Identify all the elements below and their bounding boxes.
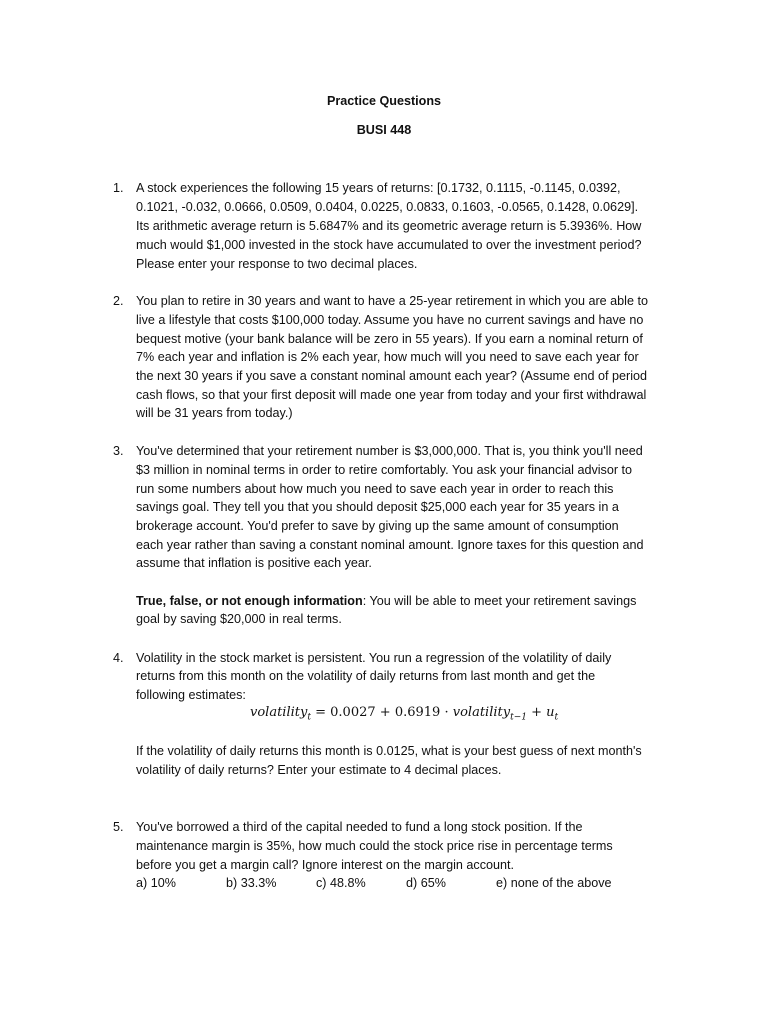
question-text-line: 7% each year and inflation is 2% each year, how much will you need to save each year for [136,350,639,364]
question-text-line: the next 30 years if you save a constant nominal amount each year? (Assume end of period [136,369,648,383]
question-text-line: You plan to retire in 30 years and want to have a 25-year retirement in which you are able to [136,294,648,308]
question-text-line: 0.1021, -0.032, 0.0666, 0.0509, 0.0404, 0.0225, 0.0833, 0.1603, -0.0565, 0.1428, 0.0629]. [136,200,639,214]
true-false-statement: : You will be able to meet your retirement savings [362,594,637,608]
true-false-label: True, false, or not enough information [136,594,363,608]
answer-option-d: d) 65% [406,876,446,890]
question-text-line: each year rather than saving a constant nominal amount. Ignore taxes for this question and [136,538,644,552]
question-text-line: following estimates: [136,688,246,702]
question-text-line: before you get a margin call? Ignore interest on the margin account. [136,858,515,872]
regression-equation [250,705,558,723]
question-text-line: $3 million in nominal terms in order to retire comfortably. You ask your financial advisor to [136,463,633,477]
question-text-line: Volatility in the stock market is persistent. You run a regression of the volatility of daily [136,651,612,665]
question-text-line: maintenance margin is 35%, how much could the stock price rise in percentage terms [136,839,613,853]
question-text-line: will be 31 years from today.) [136,406,293,420]
eq-lhs: volatility [250,705,308,720]
eq-lhs-subscript: t [307,712,311,723]
question-text-line: volatility of daily returns? Enter your estimate to 4 decimal places. [136,763,502,777]
eq-equals: = [310,705,331,720]
question-text-line: run some numbers about how much you need to save each year in order to reach this [136,482,614,496]
question-text-line: If the volatility of daily returns this month is 0.0125, what is your best guess of next month's [136,744,642,758]
question-text-line: cash flows, so that your first deposit will made one year from today and your first withdrawal [136,388,647,402]
question-text-line: You've borrowed a third of the capital needed to fund a long stock position. If the [136,820,583,834]
answer-option-c: c) 48.8% [316,876,366,890]
eq-rhs-variable: volatility [452,705,511,720]
eq-coefficient: 0.6919 [394,705,441,720]
question-text-line: live a lifestyle that costs $100,000 today. Assume you have no current savings and have no [136,313,644,327]
question-number: 4. [113,651,124,665]
true-false-statement-line: goal by saving $20,000 in real terms. [136,612,342,626]
question-text-line: much would $1,000 invested in the stock have accumulated to over the investment period? [136,238,642,252]
question-number: 3. [113,444,124,458]
question-number: 5. [113,820,124,834]
eq-error-subscript: t [554,712,559,723]
question-text-line: You've determined that your retirement number is $3,000,000. That is, you think you'll need [136,444,643,458]
question-text-line: A stock experiences the following 15 years of returns: [0.1732, 0.1115, -0.1145, 0.0392, [136,181,621,195]
eq-plus: + [375,705,395,720]
eq-rhs-subscript: t−1 [510,712,527,723]
document-title: Practice Questions [326,94,442,108]
question-text-line: brokerage account. You'd prefer to save by giving up the same amount of consumption [136,519,619,533]
question-number: 2. [113,294,124,308]
course-code: BUSI 448 [356,123,412,137]
question-text-line: assume that inflation is positive each year. [136,556,372,570]
answer-option-b: b) 33.3% [226,876,277,890]
eq-plus: + [526,705,547,720]
answer-option-a: a) 10% [136,876,176,890]
question-text-line: savings goal. They tell you that you should deposit $25,000 each year for 35 years in a [136,500,619,514]
eq-error-term: u [546,705,555,720]
true-false-prompt [136,594,636,608]
eq-intercept: 0.0027 [330,705,376,720]
question-text-line: returns from this month on the volatility of daily returns from last month and get the [136,669,596,683]
question-text-line: Please enter your response to two decimal places. [136,257,418,271]
question-text-line: bequest motive (your bank balance will be zero in 55 years). If you earn a nominal return of [136,332,643,346]
eq-multiply: · [440,705,453,720]
answer-option-e: e) none of the above [496,876,612,890]
question-number: 1. [113,181,124,195]
question-text-line: Its arithmetic average return is 5.6847% and its geometric average return is 5.3936%. How [136,219,642,233]
